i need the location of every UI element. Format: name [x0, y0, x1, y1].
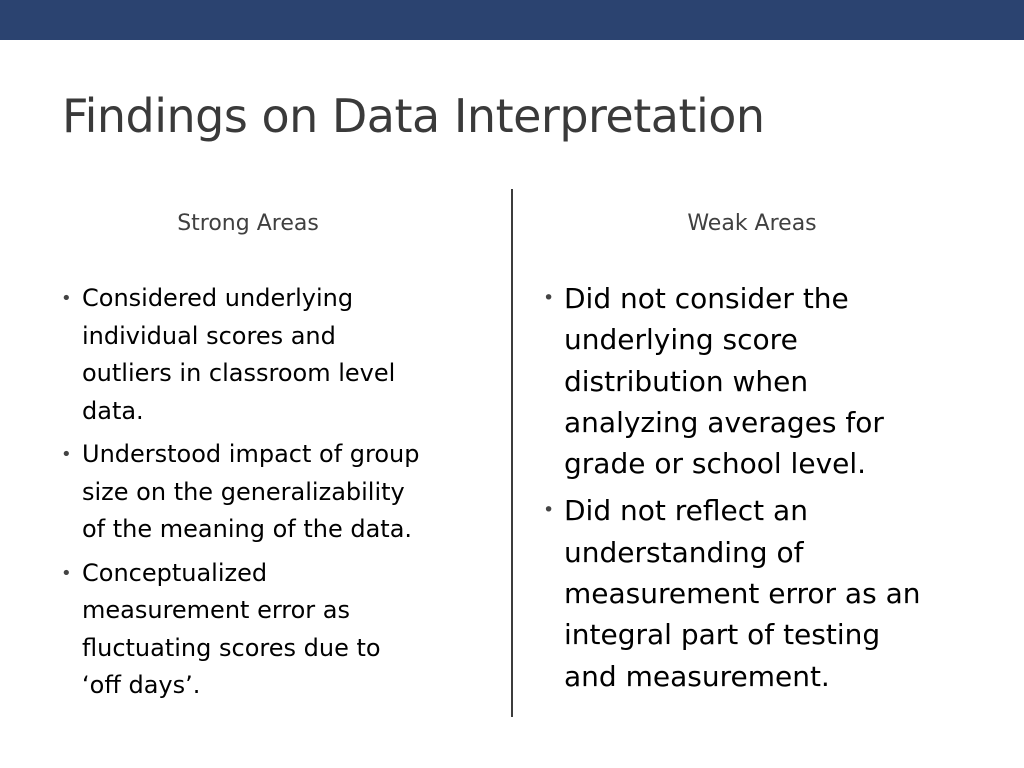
strong-area-item [61, 555, 481, 705]
top-banner [0, 0, 1024, 40]
weak-area-item-text: • Did not consider the underlying score distribution when analyzing averages for grade or school level. [564, 282, 884, 481]
slide-title: Findings on Data Interpretation [62, 89, 765, 143]
weak-areas-list [543, 278, 963, 703]
strong-area-item-text: • Understood impact of group size on the generalizability of the meaning of the data. [82, 440, 420, 543]
strong-area-item [61, 436, 481, 549]
column-divider [511, 189, 513, 717]
weak-area-item [543, 490, 963, 696]
weak-areas-heading: Weak Areas [687, 211, 817, 236]
strong-areas-heading: Strong Areas [177, 211, 319, 236]
weak-area-item-text: • Did not reflect an understanding of measurement error as an integral part of testing and measurement. [564, 494, 921, 693]
strong-area-item-text: • Considered underlying individual scores and outliers in classroom level data. [82, 284, 396, 425]
strong-area-item-text: • Conceptualized measurement error as fluctuating scores due to ‘off days’. [82, 558, 381, 699]
weak-area-item [543, 278, 963, 484]
strong-areas-list [61, 280, 481, 711]
strong-area-item [61, 280, 481, 430]
